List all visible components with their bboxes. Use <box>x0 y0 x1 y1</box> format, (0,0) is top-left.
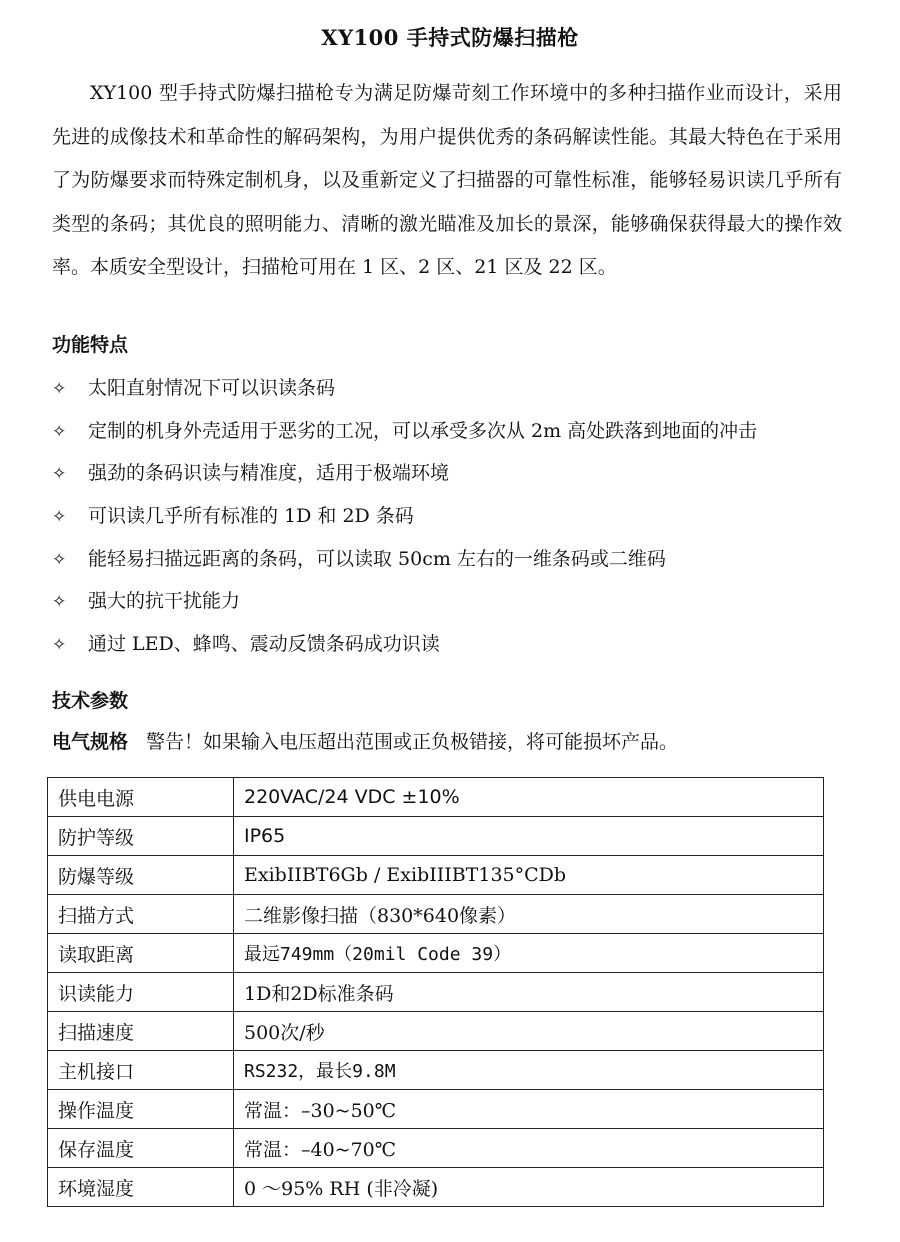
feature-text: 强劲的条码识读与精准度，适用于极端环境 <box>88 462 450 485</box>
feature-text: 定制的机身外壳适用于恶劣的工况，可以承受多次从 2m 高处跌落到地面的冲击 <box>88 419 758 442</box>
spec-key: 保存温度 <box>48 1129 234 1168</box>
features-list <box>52 367 852 666</box>
list-item <box>52 623 852 666</box>
features-heading: 功能特点 <box>52 334 129 356</box>
diamond-bullet-icon: ✧ <box>52 592 67 613</box>
specs-heading: 技术参数 <box>52 690 129 712</box>
electrical-spec-line <box>52 727 678 754</box>
document-title: XY100 手持式防爆扫描枪 <box>321 25 579 50</box>
electrical-warning: 警告！如果输入电压超出范围或正负极错接，将可能损坏产品。 <box>146 731 679 753</box>
diamond-bullet-icon: ✧ <box>52 507 67 528</box>
spec-key: 扫描速度 <box>48 1012 234 1051</box>
diamond-bullet-icon: ✧ <box>52 421 67 442</box>
feature-text: 能轻易扫描远距离的条码，可以读取 50cm 左右的一维条码或二维码 <box>88 547 666 570</box>
feature-text: 太阳直射情况下可以识读条码 <box>88 377 336 399</box>
spec-key: 读取距离 <box>48 934 234 973</box>
spec-value: ExibIIBT6Gb / ExibIIIBT135°CDb <box>234 856 824 895</box>
list-item <box>52 580 852 623</box>
table-row <box>48 934 824 973</box>
spec-key: 扫描方式 <box>48 895 234 934</box>
intro-paragraph: XY100 型手持式防爆扫描枪专为满足防爆苛刻工作环境中的多种扫描作业而设计，采用先进的成像技术和革命性的解码架构，为用户提供优秀的条码解读性能。其最大特色在于采用了为防爆要求而特殊定制机身，以及重新定义了扫描器的可靠性标准，能够轻易识读几乎所有类型的条码；其优良的照明能力、清晰的激光瞄准及加长的景深，能够确保获得最大的操作效率。本质安全型设计，扫描枪可用在 1 区、2 区、21 区及 22 区。 <box>52 82 842 278</box>
table-row <box>48 1012 824 1051</box>
spec-key: 环境湿度 <box>48 1168 234 1207</box>
list-item <box>52 495 852 538</box>
diamond-bullet-icon: ✧ <box>52 379 67 399</box>
table-row <box>48 778 824 817</box>
spec-key: 主机接口 <box>48 1051 234 1090</box>
spec-key: 识读能力 <box>48 973 234 1012</box>
spec-value: 500次/秒 <box>234 1012 824 1051</box>
list-item <box>52 452 852 495</box>
spec-value: RS232，最长9.8M <box>234 1051 824 1090</box>
spec-key: 防爆等级 <box>48 856 234 895</box>
table-row <box>48 817 824 856</box>
spec-value: 常温：–40~70℃ <box>234 1129 824 1168</box>
table-row <box>48 1090 824 1129</box>
spec-value: 最远749mm（20mil Code 39） <box>234 934 824 973</box>
list-item <box>52 538 852 581</box>
table-row <box>48 973 824 1012</box>
specs-table <box>47 777 824 1207</box>
table-row <box>48 1168 824 1207</box>
feature-text: 通过 LED、蜂鸣、震动反馈条码成功识读 <box>88 633 440 656</box>
spec-key: 操作温度 <box>48 1090 234 1129</box>
spec-key: 防护等级 <box>48 817 234 856</box>
spec-value: 0 ～95% RH (非冷凝) <box>234 1168 824 1207</box>
table-row <box>48 1129 824 1168</box>
spec-value: 220VAC/24 VDC ±10% <box>234 778 824 817</box>
electrical-label: 电气规格 <box>52 731 129 753</box>
spec-value: 常温：–30~50℃ <box>234 1090 824 1129</box>
spec-value: 二维影像扫描（830*640像素） <box>234 895 824 934</box>
spec-key: 供电电源 <box>48 778 234 817</box>
list-item <box>52 367 852 410</box>
list-item <box>52 410 852 453</box>
spec-value: 1D和2D标准条码 <box>234 973 824 1012</box>
diamond-bullet-icon: ✧ <box>52 549 67 570</box>
table-row <box>48 1051 824 1090</box>
diamond-bullet-icon: ✧ <box>52 464 67 485</box>
table-row <box>48 856 824 895</box>
feature-text: 强大的抗干扰能力 <box>88 590 241 613</box>
spec-value: IP65 <box>234 817 824 856</box>
feature-text: 可识读几乎所有标准的 1D 和 2D 条码 <box>88 505 414 528</box>
diamond-bullet-icon: ✧ <box>52 635 67 656</box>
table-row <box>48 895 824 934</box>
